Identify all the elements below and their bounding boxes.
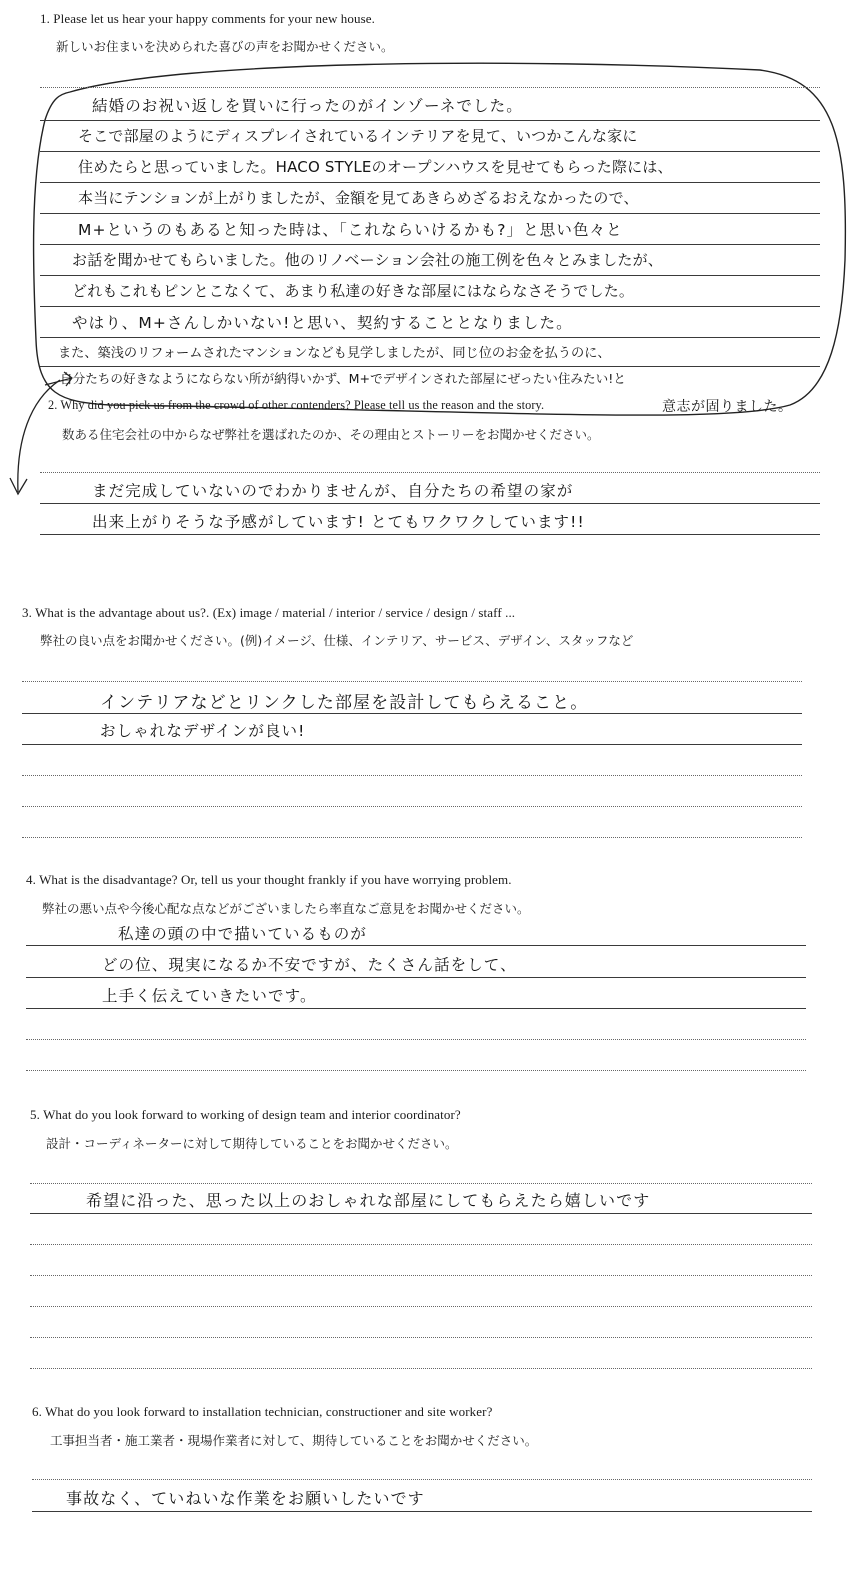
answer-4-line-2: どの位、現実になるか不安ですが、たくさん話をして、 <box>102 956 517 974</box>
answer-1-line-3: 住めたらと思っていました。HACO STYLEのオープンハウスを見せてもらった際には、 <box>78 158 673 176</box>
answer-2-line-2: 出来上がりそうな予感がしています! とてもワクワクしています!! <box>92 513 585 531</box>
answer-line <box>40 534 820 535</box>
answer-1-line-11: 意志が固りました。 <box>662 399 793 415</box>
answer-3-line-1: インテリアなどとリンクした部屋を設計してもらえること。 <box>100 693 589 713</box>
answer-4-line-3: 上手く伝えていきたいです。 <box>102 987 317 1005</box>
answer-line <box>40 366 820 367</box>
answer-line <box>32 1511 812 1512</box>
answer-5-line-1: 希望に沿った、思った以上のおしゃれな部屋にしてもらえたら嬉しいです <box>86 1191 651 1210</box>
answer-line <box>26 1039 806 1040</box>
question-4-ja: 弊社の悪い点や今後心配な点などがございましたら率直なご意見をお聞かせください。 <box>42 901 530 916</box>
answer-line <box>22 837 802 838</box>
answer-line <box>40 275 820 276</box>
answer-line <box>40 182 820 183</box>
question-5-en: 5. What do you look forward to working of design team and interior coordinator? <box>30 1107 461 1122</box>
answer-6-line-1: 事故なく、ていねいな作業をお願いしたいです <box>66 1489 425 1508</box>
answer-line <box>30 1337 812 1338</box>
answer-line <box>40 472 820 473</box>
question-3-ja: 弊社の良い点をお聞かせください。(例)イメージ、仕様、インテリア、サービス、デザイン、スタッフなど <box>40 633 634 648</box>
question-3-en: 3. What is the advantage about us?. (Ex) image / material / interior / service / design / staff ... <box>22 605 516 620</box>
answer-line <box>22 775 802 776</box>
answer-line <box>30 1183 812 1184</box>
answer-line <box>40 151 820 152</box>
answer-line <box>26 1008 806 1009</box>
answer-line <box>22 744 802 745</box>
answer-line <box>30 1213 812 1214</box>
answer-1-line-9: また、築浅のリフォームされたマンションなども見学しましたが、同じ位のお金を払うのに、 <box>58 346 611 361</box>
question-5-ja: 設計・コーディネーターに対して期待していることをお聞かせください。 <box>46 1136 458 1151</box>
answer-line <box>26 977 806 978</box>
answer-line <box>26 945 806 946</box>
answer-1-line-8: やはり、M+さんしかいない!と思い、契約することとなりました。 <box>72 314 573 332</box>
answer-line <box>22 806 802 807</box>
answer-line <box>40 337 820 338</box>
answer-3-line-2: おしゃれなデザインが良い! <box>100 722 306 740</box>
question-2-en: 2. Why did you pick us from the crowd of other contenders? Please tell us the reason and the story. <box>48 398 545 412</box>
answer-2-line-1: まだ完成していないのでわかりませんが、自分たちの希望の家が <box>92 482 574 500</box>
answer-line <box>22 713 802 714</box>
answer-1-line-7: どれもこれもピンとこなくて、あまり私達の好きな部屋にはならなさそうでした。 <box>72 282 635 300</box>
answer-line <box>40 244 820 245</box>
question-4-en: 4. What is the disadvantage? Or, tell us your thought frankly if you have worrying problem. <box>26 872 512 887</box>
answer-1-line-2: そこで部屋のようにディスプレイされているインテリアを見て、いつかこんな家に <box>78 127 638 145</box>
answer-1-line-10: 自分たちの好きなようにならない所が納得いかず、M+でデザインされた部屋にぜったい住みたい!と <box>60 371 626 386</box>
answer-line <box>26 1070 806 1071</box>
answer-line <box>30 1275 812 1276</box>
answer-line <box>40 120 820 121</box>
answer-1-line-4: 本当にテンションが上がりましたが、金額を見てあきらめざるおえなかったので、 <box>78 189 639 207</box>
answer-line <box>30 1244 812 1245</box>
question-1-en: 1. Please let us hear your happy comments for your new house. <box>40 11 375 26</box>
answer-line <box>32 1479 812 1480</box>
answer-1-line-1: 結婚のお祝い返しを買いに行ったのがインゾーネでした。 <box>92 97 523 115</box>
answer-line <box>22 681 802 682</box>
answer-line <box>40 87 820 88</box>
answer-line <box>40 213 820 214</box>
answer-line <box>30 1368 812 1369</box>
question-6-ja: 工事担当者・施工業者・現場作業者に対して、期待していることをお聞かせください。 <box>50 1433 538 1448</box>
answer-line <box>40 306 820 307</box>
question-2-ja: 数ある住宅会社の中からなぜ弊社を選ばれたのか、その理由とストーリーをお聞かせください。 <box>62 427 600 442</box>
answer-line <box>30 1306 812 1307</box>
question-6-en: 6. What do you look forward to installation technician, constructioner and site worker? <box>32 1404 493 1419</box>
question-1-ja: 新しいお住まいを決められた喜びの声をお聞かせください。 <box>56 39 394 54</box>
bubble-tail-arrow <box>18 380 60 492</box>
answer-1-line-6: お話を聞かせてもらいました。他のリノベーション会社の施工例を色々とみましたが、 <box>72 251 664 269</box>
answer-1-line-5: M+というのもあると知った時は、「これならいけるかも?」と思い色々と <box>78 221 623 239</box>
answer-4-line-1: 私達の頭の中で描いているものが <box>118 925 368 943</box>
answer-line <box>40 503 820 504</box>
